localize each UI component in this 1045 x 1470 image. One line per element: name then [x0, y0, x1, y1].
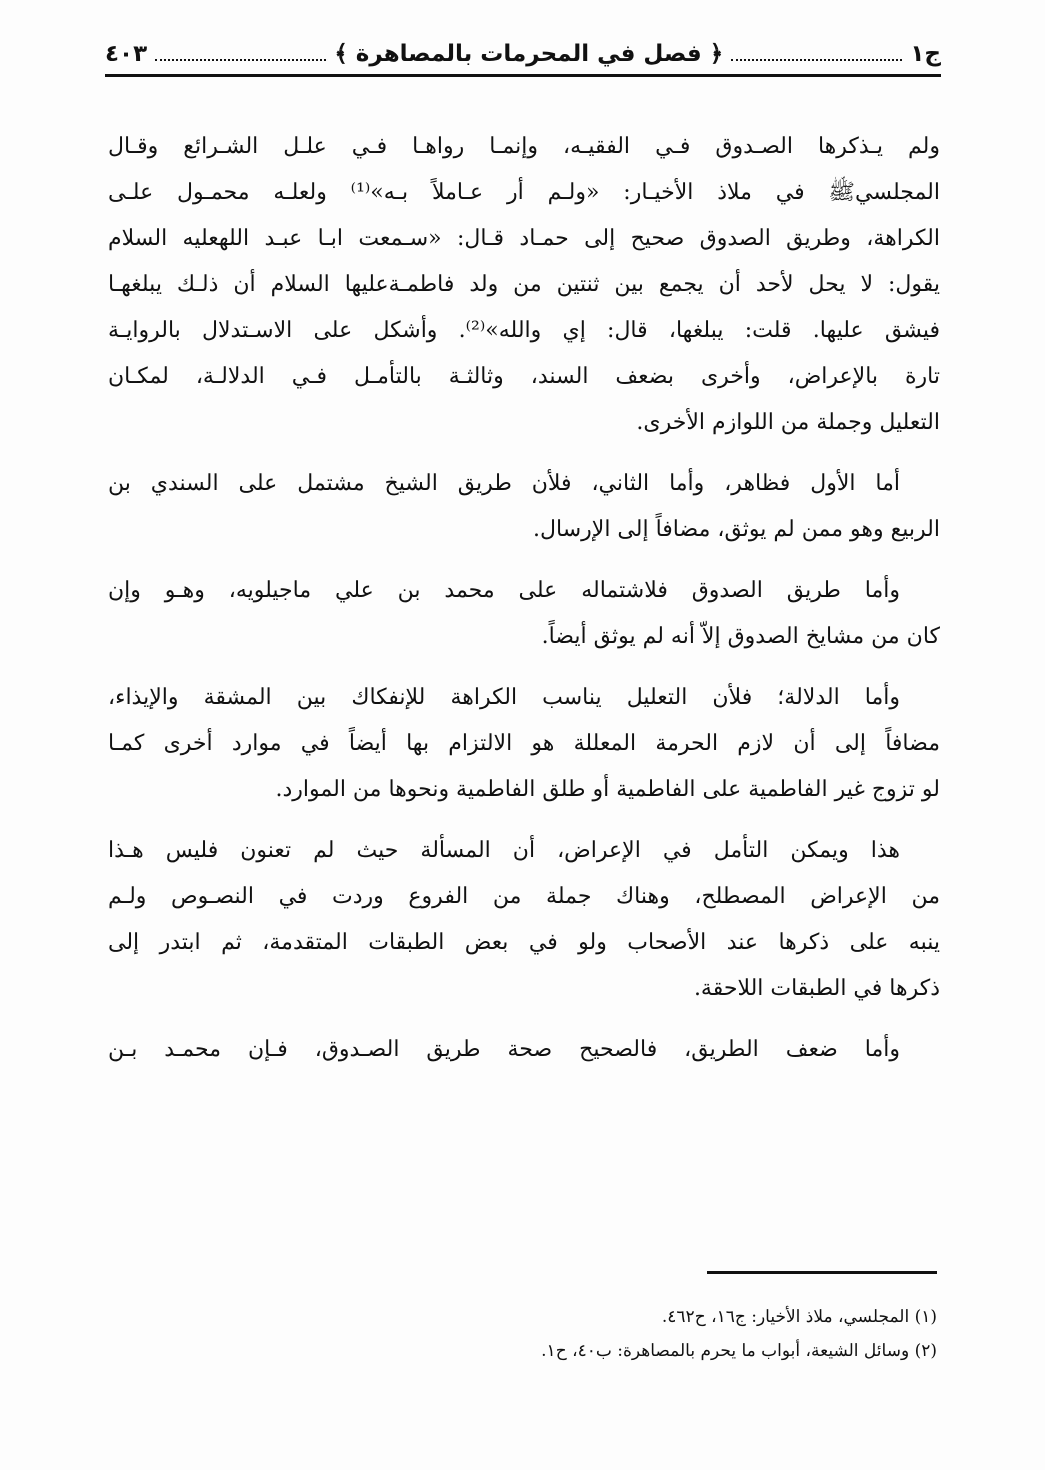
text-line: مضافاً إلى أن لازم الحرمة المعللة هو الالتزام بها أيضاً في موارد أخرى كمـا — [108, 731, 940, 756]
paragraph — [108, 568, 940, 660]
running-header — [105, 34, 941, 77]
paragraph — [108, 124, 940, 446]
text-line: ينبه على ذكرها عند الأصحاب ولو في بعض الطبقات المتقدمة، ثم ابتدر إلى — [108, 930, 940, 955]
paragraph — [108, 675, 940, 813]
text-line: أما الأول فظاهر، وأما الثاني، فلأن طريق الشيخ مشتمل على السندي بن — [108, 471, 900, 496]
footnotes — [105, 1300, 937, 1368]
text-line: من الإعراض المصطلح، وهناك جملة من الفروع وردت في النصـوص ولـم — [108, 884, 940, 909]
text-line: كان من مشايخ الصدوق إلاّ أنه لم يوثق أيضاً. — [541, 624, 940, 649]
text-line: هذا ويمكن التأمل في الإعراض، أن المسألة حيث لم تعنون فليس هـذا — [108, 838, 900, 863]
paragraph — [108, 1027, 940, 1073]
page-number: ٤٠٣ — [105, 41, 148, 67]
paragraph — [108, 461, 940, 553]
text-line: وأما طريق الصدوق فلاشتماله على محمد بن علي ماجيلويه، وهـو وإن — [108, 578, 900, 603]
paragraph — [108, 828, 940, 1012]
leader-dots — [731, 47, 902, 61]
text-line: التعليل وجملة من اللوازم الأخرى. — [636, 410, 940, 435]
text-line: ذكرها في الطبقات اللاحقة. — [693, 976, 940, 1001]
text-line: تارة بالإعراض، وأخرى بضعف السند، وثالثـة بالتأمـل فـي الدلالـة، لمكـان — [108, 364, 940, 389]
main-text — [108, 124, 940, 1088]
text-line: وأما ضعف الطريق، فالصحيح صحة طريق الصـدوق، فـإن محمـد بـن — [108, 1037, 900, 1062]
text-line: فيشق عليها. قلت: يبلغها، قال: إي والله»⁽²⁾. وأشكل على الاسـتدلال بالروايـة — [108, 318, 940, 343]
chapter-title: ﴿ فصل في المحرمات بالمصاهرة ﴾ — [334, 41, 724, 67]
text-line: الربيع وهو ممن لم يوثق، مضافاً إلى الإرسال. — [533, 517, 940, 542]
leader-dots — [155, 47, 326, 61]
text-line: الكراهة، وطريق الصدوق صحيح إلى حمـاد قـال: «سـمعت ابـا عبـد اللهعليه السلام — [108, 226, 940, 251]
text-line: ولم يـذكرها الصـدوق فـي الفقيـه، وإنمـا رواهـا فـي علـل الشـرائع وقـال — [108, 134, 940, 159]
text-line: يقول: لا يحل لأحد أن يجمع بين ثنتين من ولد فاطمـةعليها السلام أن ذلـك يبلغهـا — [108, 272, 940, 297]
footnote: (٢) وسائل الشيعة، أبواب ما يحرم بالمصاهرة: ب٤٠، ح١. — [541, 1341, 937, 1361]
footnote: (١) المجلسي، ملاذ الأخيار: ج١٦، ح٤٦٢. — [661, 1307, 937, 1327]
footnote-separator — [707, 1271, 937, 1274]
text-line: لو تزوج غير الفاطمية على الفاطمية أو طلق الفاطمية ونحوها من الموارد. — [275, 777, 940, 802]
text-line: المجلسيﷺ في ملاذ الأخيـار: «ولـم أر عـاملاً بـه»⁽¹⁾ ولعلـه محمـول علـى — [108, 180, 940, 205]
volume-number: ج١ — [910, 41, 941, 67]
text-line: وأما الدلالة؛ فلأن التعليل يناسب الكراهة للإنفكاك بين المشقة والإيذاء، — [108, 685, 900, 710]
